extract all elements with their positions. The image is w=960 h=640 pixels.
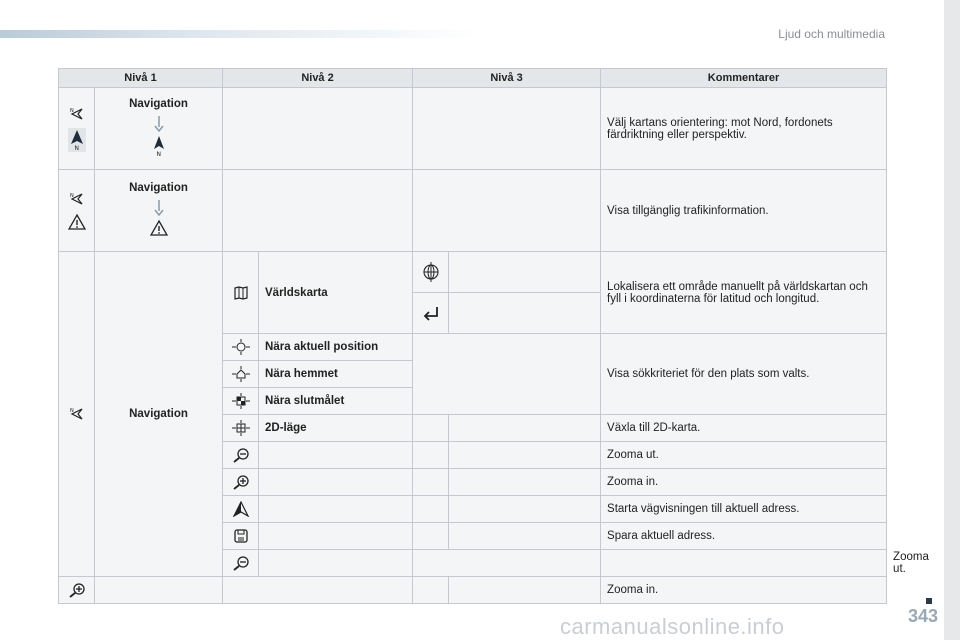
svg-text:N: N bbox=[156, 150, 161, 157]
navigation-map-icon[interactable] bbox=[69, 106, 85, 122]
north-arrow-icon[interactable] bbox=[68, 128, 86, 152]
icon-cell bbox=[223, 469, 259, 496]
level3-cell bbox=[449, 469, 601, 496]
level2-cell bbox=[223, 577, 413, 604]
comment-cell: Zooma in. bbox=[601, 469, 887, 496]
table-header-row bbox=[59, 69, 887, 88]
icon-cell bbox=[413, 252, 449, 293]
level1-label: Navigation bbox=[95, 252, 223, 577]
comment-cell: Lokalisera ett område manuellt på världskartan och fyll i koordinaterna för latitud och longitud. bbox=[601, 252, 887, 334]
icon-cell bbox=[223, 388, 259, 415]
zoom-out-icon[interactable] bbox=[232, 555, 250, 571]
start-guidance-icon[interactable] bbox=[232, 501, 250, 517]
comment-cell: Starta vägvisningen till aktuell adress. bbox=[601, 496, 887, 523]
header-level3: Nivå 3 bbox=[413, 69, 601, 88]
level3-cell bbox=[449, 293, 601, 334]
level1-label: Navigation bbox=[129, 97, 188, 110]
arrow-down-icon bbox=[154, 200, 164, 216]
page-number: 343 bbox=[907, 606, 938, 626]
comment-cell: Zooma in. bbox=[601, 577, 887, 604]
comment-cell: Zooma ut. bbox=[601, 442, 887, 469]
header-bar bbox=[0, 30, 480, 38]
level2-cell bbox=[259, 523, 413, 550]
level3-cell bbox=[413, 88, 601, 170]
level3-cell bbox=[413, 577, 449, 604]
icon-cell bbox=[223, 496, 259, 523]
header-level2: Nivå 2 bbox=[223, 69, 413, 88]
level3-cell bbox=[449, 577, 601, 604]
level3-cell bbox=[449, 442, 601, 469]
level2-cell bbox=[413, 550, 601, 577]
table-row bbox=[59, 88, 887, 170]
zoom-in-icon[interactable] bbox=[68, 582, 86, 598]
world-map-icon[interactable] bbox=[233, 285, 249, 301]
level1-cell bbox=[95, 170, 223, 252]
icon-cell bbox=[59, 252, 95, 577]
level3-cell bbox=[413, 334, 601, 415]
svg-text:N: N bbox=[69, 192, 74, 199]
level3-cell bbox=[413, 496, 449, 523]
traffic-warning-icon bbox=[150, 219, 168, 237]
svg-text:N: N bbox=[74, 144, 79, 152]
table-row bbox=[59, 252, 887, 293]
comment-cell: Visa tillgänglig trafikinformation. bbox=[601, 170, 887, 252]
level3-cell bbox=[413, 170, 601, 252]
level2-label: Nära aktuell position bbox=[259, 334, 413, 361]
comment-cell: Växla till 2D-karta. bbox=[601, 415, 887, 442]
navigation-map-icon[interactable] bbox=[69, 191, 85, 207]
map-2d-icon[interactable] bbox=[230, 419, 252, 437]
level1-cell bbox=[95, 577, 223, 604]
table-row: Zooma ut. bbox=[59, 550, 887, 577]
level3-cell bbox=[449, 415, 601, 442]
icon-cell bbox=[223, 550, 259, 577]
level2-cell bbox=[223, 88, 413, 170]
svg-text:N: N bbox=[69, 408, 74, 414]
arrow-down-icon bbox=[154, 116, 164, 132]
level1-cell bbox=[259, 550, 413, 577]
level2-cell bbox=[259, 442, 413, 469]
icon-cell bbox=[223, 252, 259, 334]
level3-cell bbox=[413, 442, 449, 469]
north-arrow-icon bbox=[152, 135, 166, 157]
icon-cell bbox=[413, 293, 449, 334]
navigation-map-icon[interactable] bbox=[69, 406, 85, 422]
level2-cell bbox=[223, 170, 413, 252]
navigation-menu-table bbox=[58, 68, 929, 604]
table-row bbox=[59, 170, 887, 252]
zoom-out-icon[interactable] bbox=[232, 447, 250, 463]
level1-label: Navigation bbox=[129, 181, 188, 194]
comment-cell: Spara aktuell adress. bbox=[601, 523, 887, 550]
level3-cell bbox=[449, 523, 601, 550]
comment-cell: Visa sökkriteriet för den plats som valts. bbox=[601, 334, 887, 415]
icon-cell bbox=[223, 334, 259, 361]
header-level1: Nivå 1 bbox=[59, 69, 223, 88]
save-icon[interactable] bbox=[233, 528, 249, 544]
svg-text:N: N bbox=[69, 107, 74, 114]
icon-cell bbox=[59, 88, 95, 170]
page-marker bbox=[926, 598, 932, 604]
table-row bbox=[59, 577, 887, 604]
level2-label: Nära slutmålet bbox=[259, 388, 413, 415]
section-title: Ljud och multimedia bbox=[778, 27, 885, 41]
icon-cell bbox=[223, 523, 259, 550]
icon-cell bbox=[59, 170, 95, 252]
level2-label: Nära hemmet bbox=[259, 361, 413, 388]
level3-cell bbox=[413, 523, 449, 550]
level2-label: 2D-läge bbox=[259, 415, 413, 442]
level3-cell bbox=[449, 496, 601, 523]
page-edge-strip bbox=[944, 0, 960, 640]
level3-cell bbox=[413, 469, 449, 496]
icon-cell bbox=[59, 577, 95, 604]
traffic-warning-icon[interactable] bbox=[68, 213, 86, 231]
level3-cell bbox=[601, 550, 887, 577]
destination-flag-icon[interactable] bbox=[230, 392, 252, 410]
level1-cell bbox=[95, 88, 223, 170]
icon-cell bbox=[223, 415, 259, 442]
icon-cell bbox=[223, 442, 259, 469]
level3-cell bbox=[413, 415, 449, 442]
level2-label: Världskarta bbox=[259, 252, 413, 334]
globe-icon[interactable] bbox=[421, 262, 441, 282]
level2-cell bbox=[259, 469, 413, 496]
confirm-return-icon[interactable] bbox=[422, 305, 440, 321]
home-icon[interactable] bbox=[230, 365, 252, 383]
comment-cell: Välj kartans orientering: mot Nord, fordonets färdriktning eller perspektiv. bbox=[601, 88, 887, 170]
header-comments: Kommentarer bbox=[601, 69, 887, 88]
level2-cell bbox=[259, 496, 413, 523]
current-position-icon[interactable] bbox=[230, 338, 252, 356]
watermark: carmanualsonline.info bbox=[560, 614, 785, 639]
icon-cell bbox=[223, 361, 259, 388]
zoom-in-icon[interactable] bbox=[232, 474, 250, 490]
level3-cell bbox=[449, 252, 601, 293]
